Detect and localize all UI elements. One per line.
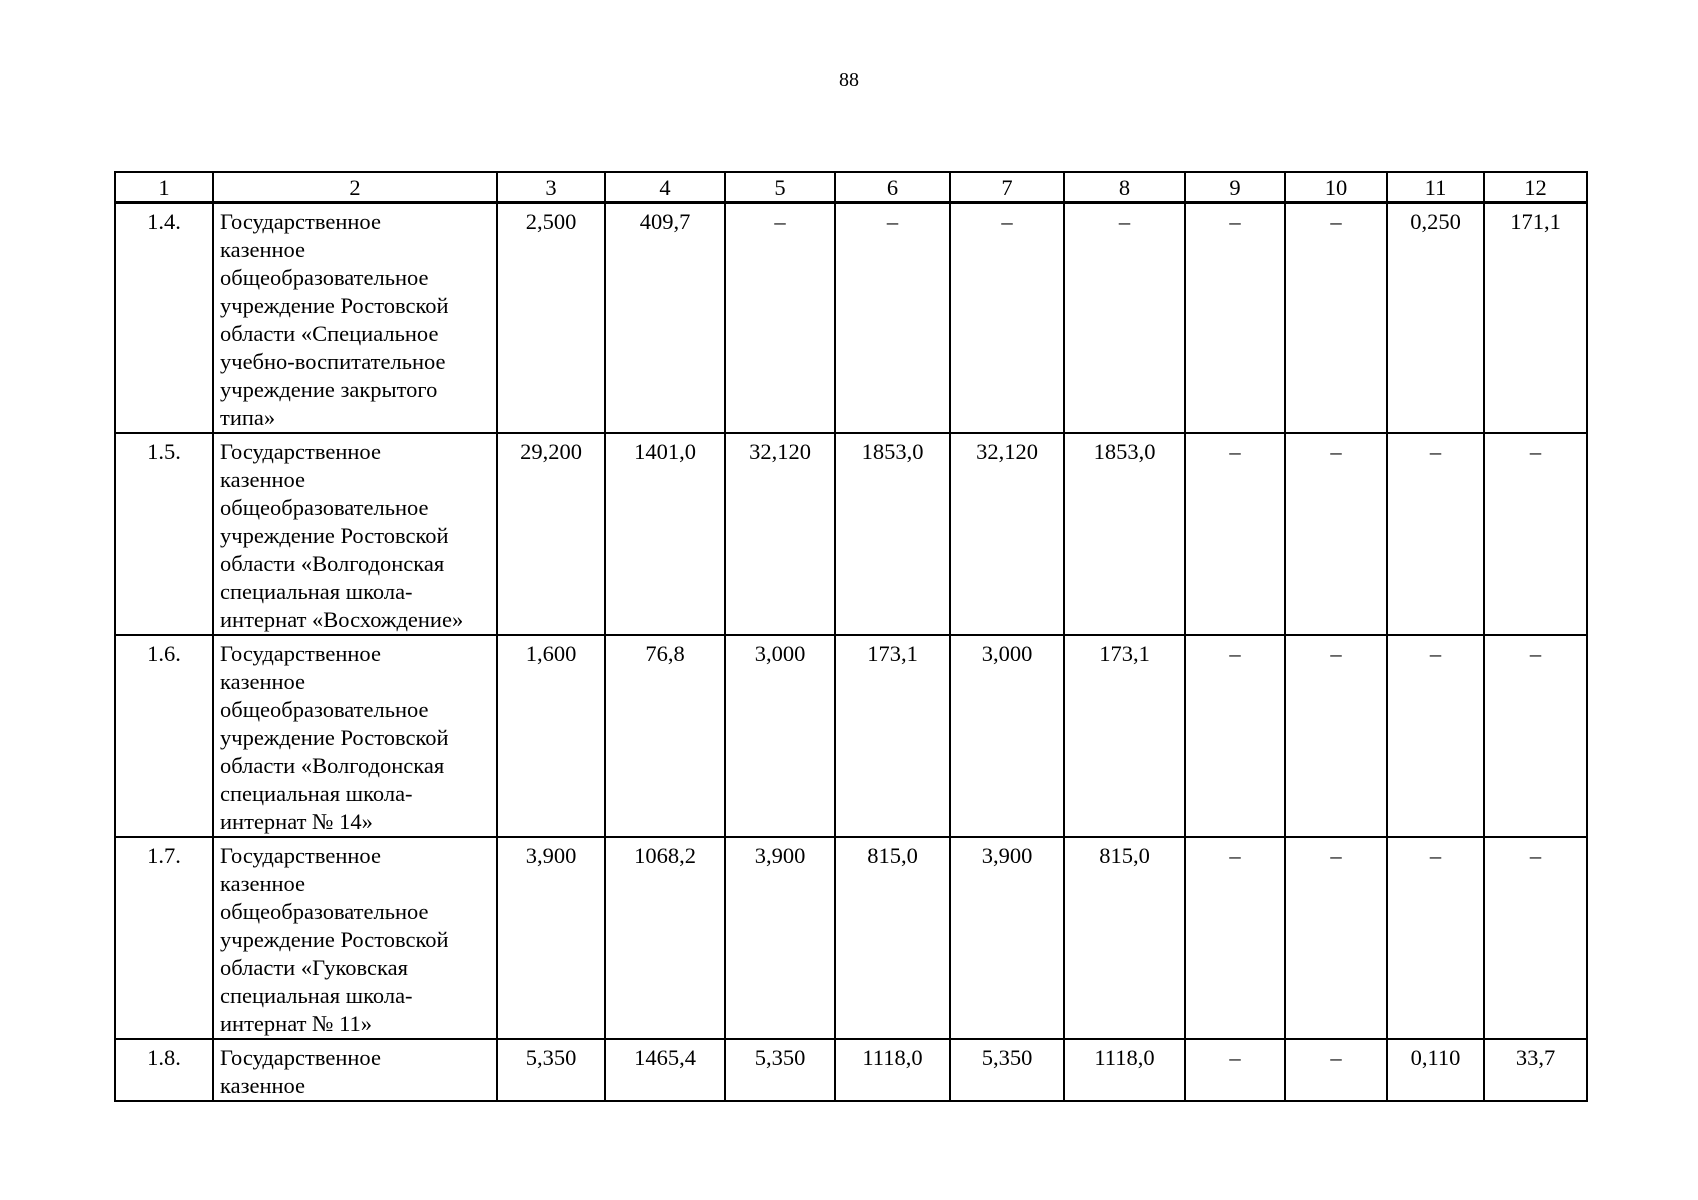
value-cell: 5,350 xyxy=(497,1039,605,1101)
value-cell: – xyxy=(1285,1039,1387,1101)
name-line: учреждение Ростовской xyxy=(220,523,449,548)
column-header: 11 xyxy=(1387,172,1484,203)
institution-name xyxy=(213,635,497,837)
name-line: общеобразовательное xyxy=(220,265,429,290)
value-cell: 5,350 xyxy=(725,1039,835,1101)
value-cell: 1853,0 xyxy=(1064,433,1185,635)
name-line: интернат № 11» xyxy=(220,1011,373,1036)
value-cell: – xyxy=(1387,433,1484,635)
name-line: Государственное xyxy=(220,1045,381,1070)
name-line: учреждение Ростовской xyxy=(220,293,449,318)
value-cell: 29,200 xyxy=(497,433,605,635)
value-cell: 3,900 xyxy=(497,837,605,1039)
value-cell: – xyxy=(1185,1039,1285,1101)
row-number: 1.5. xyxy=(115,433,213,635)
value-cell: – xyxy=(1285,433,1387,635)
value-cell: 0,250 xyxy=(1387,203,1484,434)
value-cell: – xyxy=(725,203,835,434)
table-row xyxy=(115,1039,1587,1101)
name-line: специальная школа- xyxy=(220,781,413,806)
institution-name xyxy=(213,203,497,434)
column-header: 6 xyxy=(835,172,950,203)
column-header: 12 xyxy=(1484,172,1587,203)
value-cell: 1853,0 xyxy=(835,433,950,635)
name-line: Государственное xyxy=(220,439,381,464)
value-cell: – xyxy=(1484,635,1587,837)
name-line: области «Гуковская xyxy=(220,955,408,980)
column-header: 4 xyxy=(605,172,725,203)
name-line: учреждение Ростовской xyxy=(220,725,449,750)
value-cell: 1401,0 xyxy=(605,433,725,635)
value-cell: 1118,0 xyxy=(1064,1039,1185,1101)
value-cell: 1118,0 xyxy=(835,1039,950,1101)
value-cell: 32,120 xyxy=(950,433,1064,635)
value-cell: – xyxy=(1185,433,1285,635)
value-cell: – xyxy=(835,203,950,434)
name-line: учреждение Ростовской xyxy=(220,927,449,952)
page-number: 88 xyxy=(839,69,859,91)
table-row xyxy=(115,635,1587,837)
name-line: области «Волгодонская xyxy=(220,551,445,576)
value-cell: 3,000 xyxy=(950,635,1064,837)
column-header: 2 xyxy=(213,172,497,203)
value-cell: – xyxy=(1064,203,1185,434)
value-cell: – xyxy=(950,203,1064,434)
column-header: 9 xyxy=(1185,172,1285,203)
column-header: 8 xyxy=(1064,172,1185,203)
value-cell: – xyxy=(1185,837,1285,1039)
name-line: специальная школа- xyxy=(220,983,413,1008)
value-cell: – xyxy=(1387,635,1484,837)
value-cell: 1465,4 xyxy=(605,1039,725,1101)
name-line: области «Специальное xyxy=(220,321,439,346)
value-cell: 1,600 xyxy=(497,635,605,837)
data-table xyxy=(114,171,1588,1102)
value-cell: 3,900 xyxy=(950,837,1064,1039)
institution-name xyxy=(213,1039,497,1101)
name-line: общеобразовательное xyxy=(220,697,429,722)
value-cell: – xyxy=(1285,635,1387,837)
name-line: общеобразовательное xyxy=(220,495,429,520)
value-cell: 3,000 xyxy=(725,635,835,837)
name-line: Государственное xyxy=(220,641,381,666)
column-header: 3 xyxy=(497,172,605,203)
value-cell: 76,8 xyxy=(605,635,725,837)
name-line: Государственное xyxy=(220,843,381,868)
name-line: казенное xyxy=(220,237,306,262)
name-line: казенное xyxy=(220,1073,306,1098)
row-number: 1.4. xyxy=(115,203,213,434)
name-line: казенное xyxy=(220,669,306,694)
value-cell: 2,500 xyxy=(497,203,605,434)
name-line: интернат «Восхождение» xyxy=(220,607,464,632)
value-cell: 0,110 xyxy=(1387,1039,1484,1101)
table-header-row xyxy=(115,172,1587,203)
name-line: специальная школа- xyxy=(220,579,413,604)
name-line: учреждение закрытого xyxy=(220,377,438,402)
value-cell: – xyxy=(1484,837,1587,1039)
table-row xyxy=(115,433,1587,635)
value-cell: 173,1 xyxy=(835,635,950,837)
column-header: 1 xyxy=(115,172,213,203)
name-line: Государственное xyxy=(220,209,381,234)
name-line: области «Волгодонская xyxy=(220,753,445,778)
column-header: 5 xyxy=(725,172,835,203)
name-line: общеобразовательное xyxy=(220,899,429,924)
row-number: 1.7. xyxy=(115,837,213,1039)
value-cell: – xyxy=(1387,837,1484,1039)
value-cell: 5,350 xyxy=(950,1039,1064,1101)
value-cell: – xyxy=(1484,433,1587,635)
name-line: типа» xyxy=(220,405,276,430)
row-number: 1.8. xyxy=(115,1039,213,1101)
name-line: учебно-воспитательное xyxy=(220,349,446,374)
value-cell: 33,7 xyxy=(1484,1039,1587,1101)
row-number: 1.6. xyxy=(115,635,213,837)
column-header: 7 xyxy=(950,172,1064,203)
name-line: казенное xyxy=(220,871,306,896)
institution-name xyxy=(213,433,497,635)
value-cell: 1068,2 xyxy=(605,837,725,1039)
value-cell: 3,900 xyxy=(725,837,835,1039)
value-cell: – xyxy=(1285,203,1387,434)
value-cell: 32,120 xyxy=(725,433,835,635)
value-cell: 173,1 xyxy=(1064,635,1185,837)
name-line: казенное xyxy=(220,467,306,492)
value-cell: – xyxy=(1285,837,1387,1039)
name-line: интернат № 14» xyxy=(220,809,373,834)
value-cell: 409,7 xyxy=(605,203,725,434)
institution-name xyxy=(213,837,497,1039)
table-row xyxy=(115,203,1587,434)
column-header: 10 xyxy=(1285,172,1387,203)
table-row xyxy=(115,837,1587,1039)
value-cell: 815,0 xyxy=(1064,837,1185,1039)
value-cell: 171,1 xyxy=(1484,203,1587,434)
value-cell: 815,0 xyxy=(835,837,950,1039)
value-cell: – xyxy=(1185,635,1285,837)
value-cell: – xyxy=(1185,203,1285,434)
